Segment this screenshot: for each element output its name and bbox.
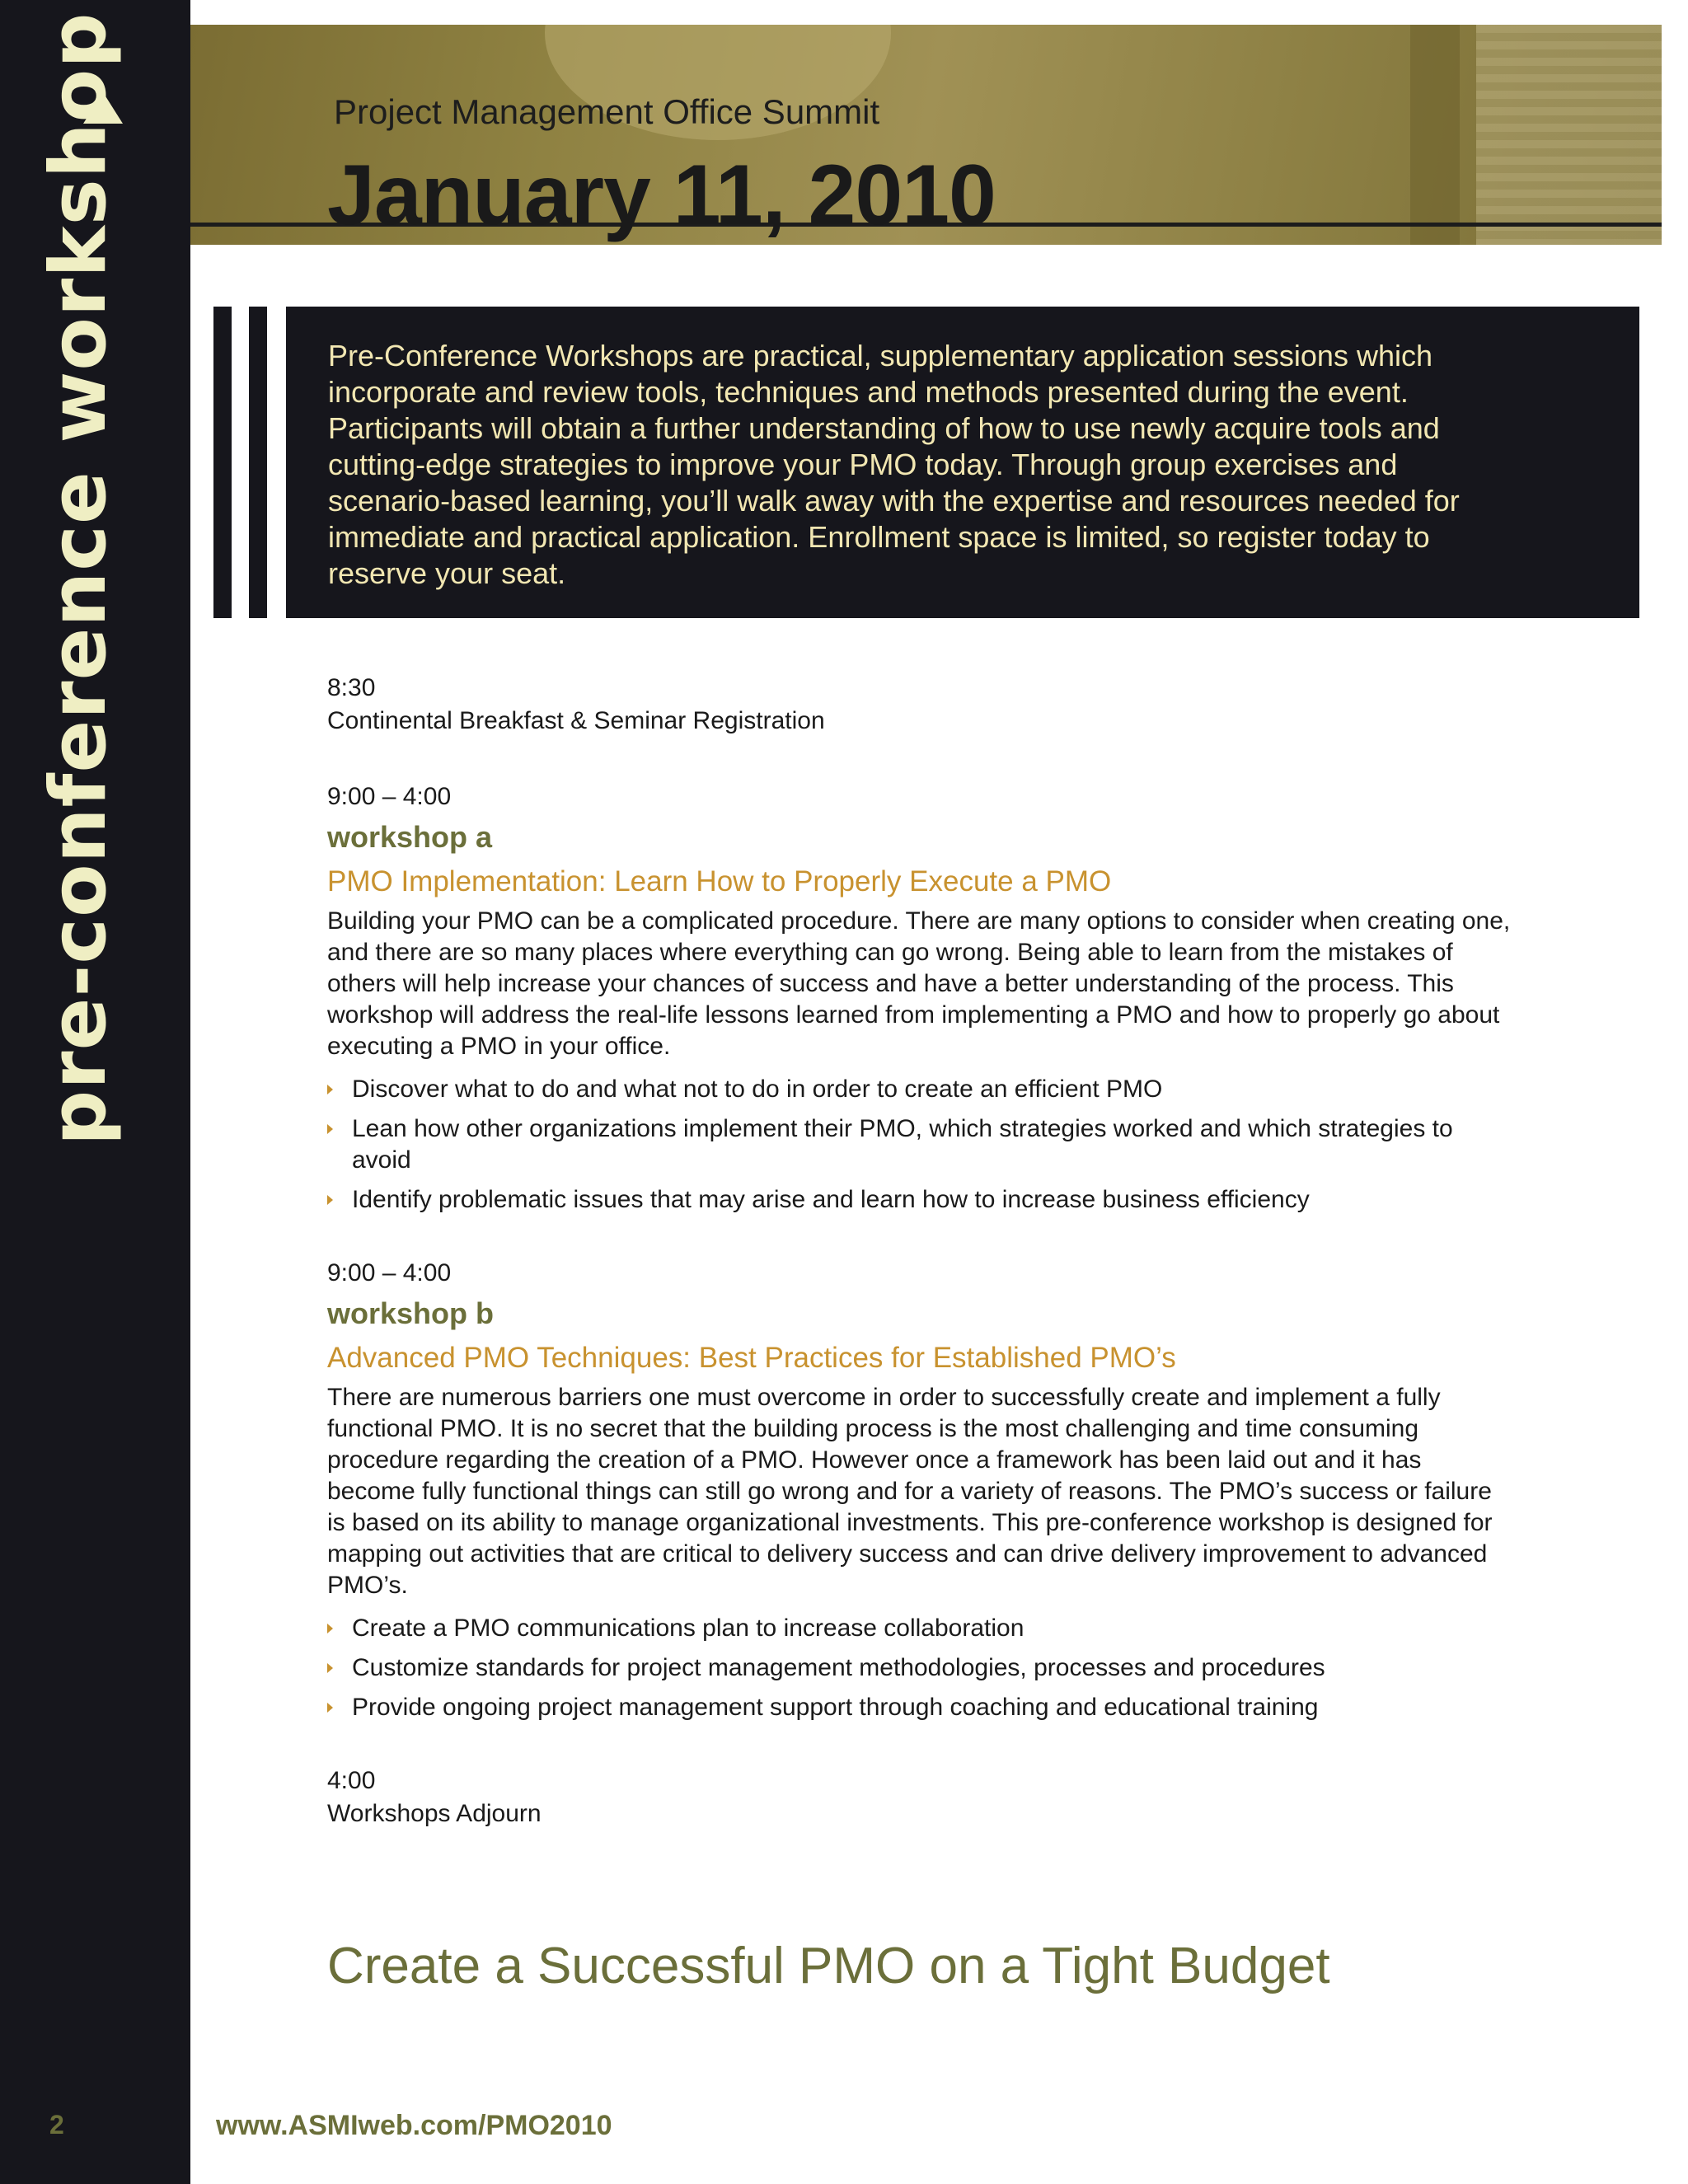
summit-title: Project Management Office Summit [334, 92, 880, 131]
bullet-icon [327, 1624, 333, 1633]
decorative-bar [249, 307, 267, 618]
list-item: Provide ongoing project management support through coaching and educational training [327, 1692, 1514, 1723]
workshop-b-time: 9:00 – 4:00 [327, 1259, 452, 1286]
adjourn-time: 4:00 [327, 1767, 376, 1794]
workshop-b-title: Advanced PMO Techniques: Best Practices for Established PMO’s [327, 1342, 1176, 1374]
list-item: Create a PMO communications plan to increase collaboration [327, 1613, 1514, 1644]
footer-url[interactable]: www.ASMIweb.com/PMO2010 [216, 2110, 612, 2141]
list-item: Identify problematic issues that may arise and learn how to increase business efficiency [327, 1184, 1514, 1216]
bullet-icon [327, 1195, 333, 1205]
bullet-icon [327, 1085, 333, 1094]
adjourn-title: Workshops Adjourn [327, 1800, 542, 1827]
workshop-a-description: Building your PMO can be a complicated procedure. There are many options to consider when creating one, and there are so many places where everything can go wrong. Being able to learn from the mistakes of others will help increase your chances of success and have a better understanding of the process. This workshop will address the real-life lessons learned from implementing a PMO and how to properly go about executing a PMO in your office. [327, 907, 1511, 1060]
bullet-icon [327, 1124, 333, 1134]
page-number: 2 [49, 2110, 64, 2139]
sidebar-title: pre-conference workshop [34, 12, 124, 1146]
tagline: Create a Successful PMO on a Tight Budget [327, 1938, 1330, 1994]
sidebar [0, 0, 190, 2184]
workshop-b-bullets [327, 1613, 1514, 1723]
list-item: Customize standards for project management methodologies, processes and procedures [327, 1652, 1514, 1684]
workshop-a-label: workshop a [327, 820, 493, 854]
event-date: January 11, 2010 [327, 148, 996, 243]
workshop-b-description: There are numerous barriers one must overcome in order to successfully create and implement a fully functional PMO. It is no secret that the building process is the most challenging and time consuming procedure regarding the creation of a PMO. However once a framework has been laid out and it has become fully functional things can still go wrong and for a variety of reasons. The PMO’s success or failure is based on its ability to manage organizational investments. This pre-conference workshop is designed for mapping out activities that are critical to delivery success and can drive delivery improvement to advanced PMO’s. [327, 1384, 1493, 1599]
bullet-icon [327, 1663, 333, 1673]
decorative-bar [213, 307, 232, 618]
list-item: Discover what to do and what not to do in order to create an efficient PMO [327, 1074, 1514, 1105]
list-item: Lean how other organizations implement their PMO, which strategies worked and which strategies to avoid [327, 1113, 1514, 1176]
workshop-a-title: PMO Implementation: Learn How to Properly Execute a PMO [327, 865, 1112, 898]
workshop-a-time: 9:00 – 4:00 [327, 783, 452, 810]
workshop-b-label: workshop b [327, 1296, 495, 1330]
workshop-a-bullets [327, 1074, 1514, 1216]
intro-text: Pre-Conference Workshops are practical, supplementary application sessions which incorporate and review tools, techniques and methods presented during the event. Participants will obtain a further understanding of how to use newly acquire tools and cutting-edge strategies to improve your PMO today. Through group exercises and scenario-based learning, you’ll walk away with the expertise and resources needed for immediate and practical application. Enrollment space is limited, so register today to reserve your seat. [328, 339, 1460, 590]
breakfast-title: Continental Breakfast & Seminar Registration [327, 707, 825, 734]
schedule [327, 672, 1514, 1830]
bullet-icon [327, 1703, 333, 1713]
breakfast-time: 8:30 [327, 674, 376, 701]
